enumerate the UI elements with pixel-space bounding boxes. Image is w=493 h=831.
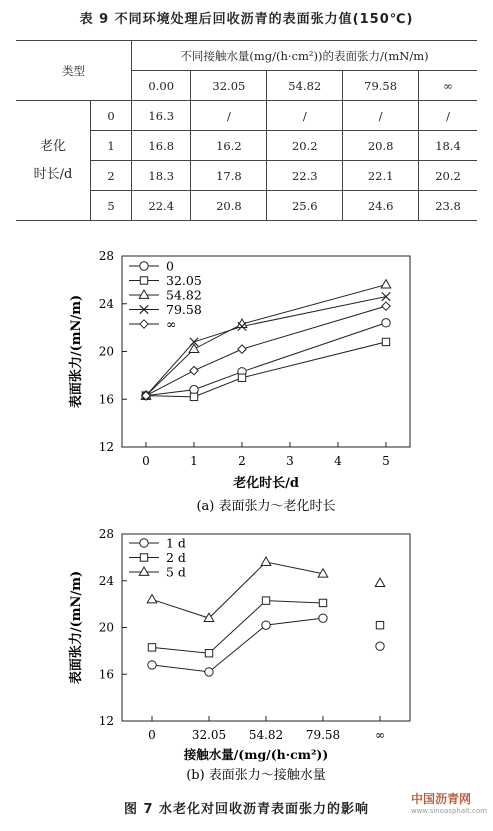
- legend-label: 0: [166, 258, 174, 274]
- x-tick-label: 5: [382, 454, 390, 468]
- table-cell: 16.8: [132, 131, 191, 161]
- day-cell: 5: [91, 191, 132, 221]
- data-point: [382, 319, 390, 327]
- table-cell: 22.3: [267, 161, 343, 191]
- y-tick-label: 24: [98, 296, 114, 311]
- chart-a: [0, 240, 493, 520]
- x-tick-label: 0: [148, 728, 156, 742]
- data-point: [376, 621, 383, 628]
- table-cell: 16.2: [191, 131, 267, 161]
- y-tick-label: 12: [98, 440, 114, 454]
- group-header: 不同接触水量(mg/(h·cm²))的表面张力/(mN/m): [132, 41, 478, 71]
- x-tick-label: ∞: [375, 728, 385, 742]
- data-point: [190, 386, 198, 394]
- data-point: [262, 621, 270, 629]
- x-tick-label: 1: [190, 454, 198, 468]
- series-line: [146, 342, 386, 397]
- water-amount-header: ∞: [419, 71, 477, 101]
- series-line: [152, 601, 323, 654]
- legend-marker: [140, 539, 148, 547]
- data-point: [190, 393, 197, 400]
- legend-label: 54.82: [166, 287, 202, 303]
- data-point: [190, 366, 198, 374]
- legend-label: 5 d: [166, 564, 186, 580]
- table-cell: 17.8: [191, 161, 267, 191]
- aging-time-label: 老化 时长/d: [16, 101, 91, 221]
- table-cell: 23.8: [419, 191, 477, 221]
- type-header: 类型: [16, 41, 132, 101]
- day-cell: 0: [91, 101, 132, 131]
- x-tick-label: 2: [238, 454, 246, 468]
- y-tick-label: 24: [98, 573, 114, 588]
- y-tick-label: 12: [98, 714, 114, 728]
- legend-label: ∞: [166, 316, 177, 332]
- legend-marker: [140, 554, 147, 561]
- legend-marker: [139, 290, 149, 298]
- y-axis-label: 表面张力/(mN/m): [69, 294, 84, 409]
- legend-marker: [140, 262, 148, 270]
- water-amount-header: 54.82: [267, 71, 343, 101]
- x-tick-label: 32.05: [191, 728, 227, 742]
- series-line: [152, 618, 323, 672]
- watermark-logo: 中国沥青网 www.sinoasphalt.com: [410, 792, 487, 815]
- table-cell: /: [267, 101, 343, 131]
- data-point: [147, 594, 157, 602]
- data-point: [382, 292, 390, 300]
- table-title: 表 9 不同环境处理后回收沥青的表面张力值(150℃): [79, 12, 414, 27]
- day-cell: 1: [91, 131, 132, 161]
- legend-label: 32.05: [166, 273, 202, 288]
- data-point: [319, 599, 326, 606]
- data-point: [376, 642, 384, 650]
- data-point: [238, 374, 245, 381]
- table-cell: 20.2: [419, 161, 477, 191]
- legend-label: 2 d: [166, 550, 186, 565]
- day-cell: 2: [91, 161, 132, 191]
- x-tick-label: 79.58: [305, 728, 341, 742]
- legend-marker: [139, 567, 149, 575]
- x-axis-label: 接触水量/(mg/(h·cm²)): [183, 747, 329, 762]
- figure-caption: 图 7 水老化对回收沥青表面张力的影响: [123, 802, 370, 817]
- table-cell: /: [191, 101, 267, 131]
- y-axis-label: 表面张力/(mN/m): [69, 570, 84, 685]
- legend-label: 79.58: [166, 302, 202, 317]
- table-cell: 16.3: [132, 101, 191, 131]
- water-amount-header: 32.05: [191, 71, 267, 101]
- x-axis-label: 老化时长/d: [233, 476, 299, 491]
- table-cell: 18.3: [132, 161, 191, 191]
- data-point: [382, 338, 389, 345]
- data-point: [238, 345, 246, 353]
- legend-label: 1 d: [166, 535, 186, 551]
- y-tick-label: 28: [98, 249, 114, 263]
- water-amount-header: 0.00: [132, 71, 191, 101]
- legend-marker: [140, 277, 147, 284]
- x-tick-label: 54.82: [248, 728, 284, 742]
- data-point: [319, 614, 327, 622]
- legend-marker: [140, 320, 148, 328]
- data-point: [381, 280, 391, 288]
- table-cell: 24.6: [343, 191, 419, 221]
- data-point: [261, 557, 271, 565]
- data-point: [148, 644, 155, 651]
- table-cell: /: [419, 101, 477, 131]
- y-tick-label: 28: [98, 527, 114, 541]
- data-point: [375, 578, 385, 586]
- table-cell: 20.8: [343, 131, 419, 161]
- data-point: [148, 661, 156, 669]
- data-point: [205, 650, 212, 657]
- x-tick-label: 4: [334, 454, 342, 468]
- surface-tension-table: [16, 40, 477, 221]
- chart-caption: (a) 表面张力～老化时长: [196, 499, 336, 514]
- chart-b: [0, 520, 493, 790]
- table-cell: /: [343, 101, 419, 131]
- data-point: [382, 302, 390, 310]
- table-cell: 22.4: [132, 191, 191, 221]
- series-line: [146, 323, 386, 396]
- table-cell: 18.4: [419, 131, 477, 161]
- y-tick-label: 20: [98, 620, 114, 635]
- x-tick-label: 0: [142, 454, 150, 468]
- water-amount-header: 79.58: [343, 71, 419, 101]
- y-tick-label: 16: [98, 392, 114, 407]
- chart-caption: (b) 表面张力～接触水量: [186, 768, 326, 783]
- table-cell: 20.2: [267, 131, 343, 161]
- table-cell: 25.6: [267, 191, 343, 221]
- x-tick-label: 3: [286, 454, 294, 468]
- data-point: [205, 668, 213, 676]
- y-tick-label: 16: [98, 667, 114, 682]
- y-tick-label: 20: [98, 344, 114, 359]
- table-cell: 22.1: [343, 161, 419, 191]
- table-cell: 20.8: [191, 191, 267, 221]
- data-point: [262, 597, 269, 604]
